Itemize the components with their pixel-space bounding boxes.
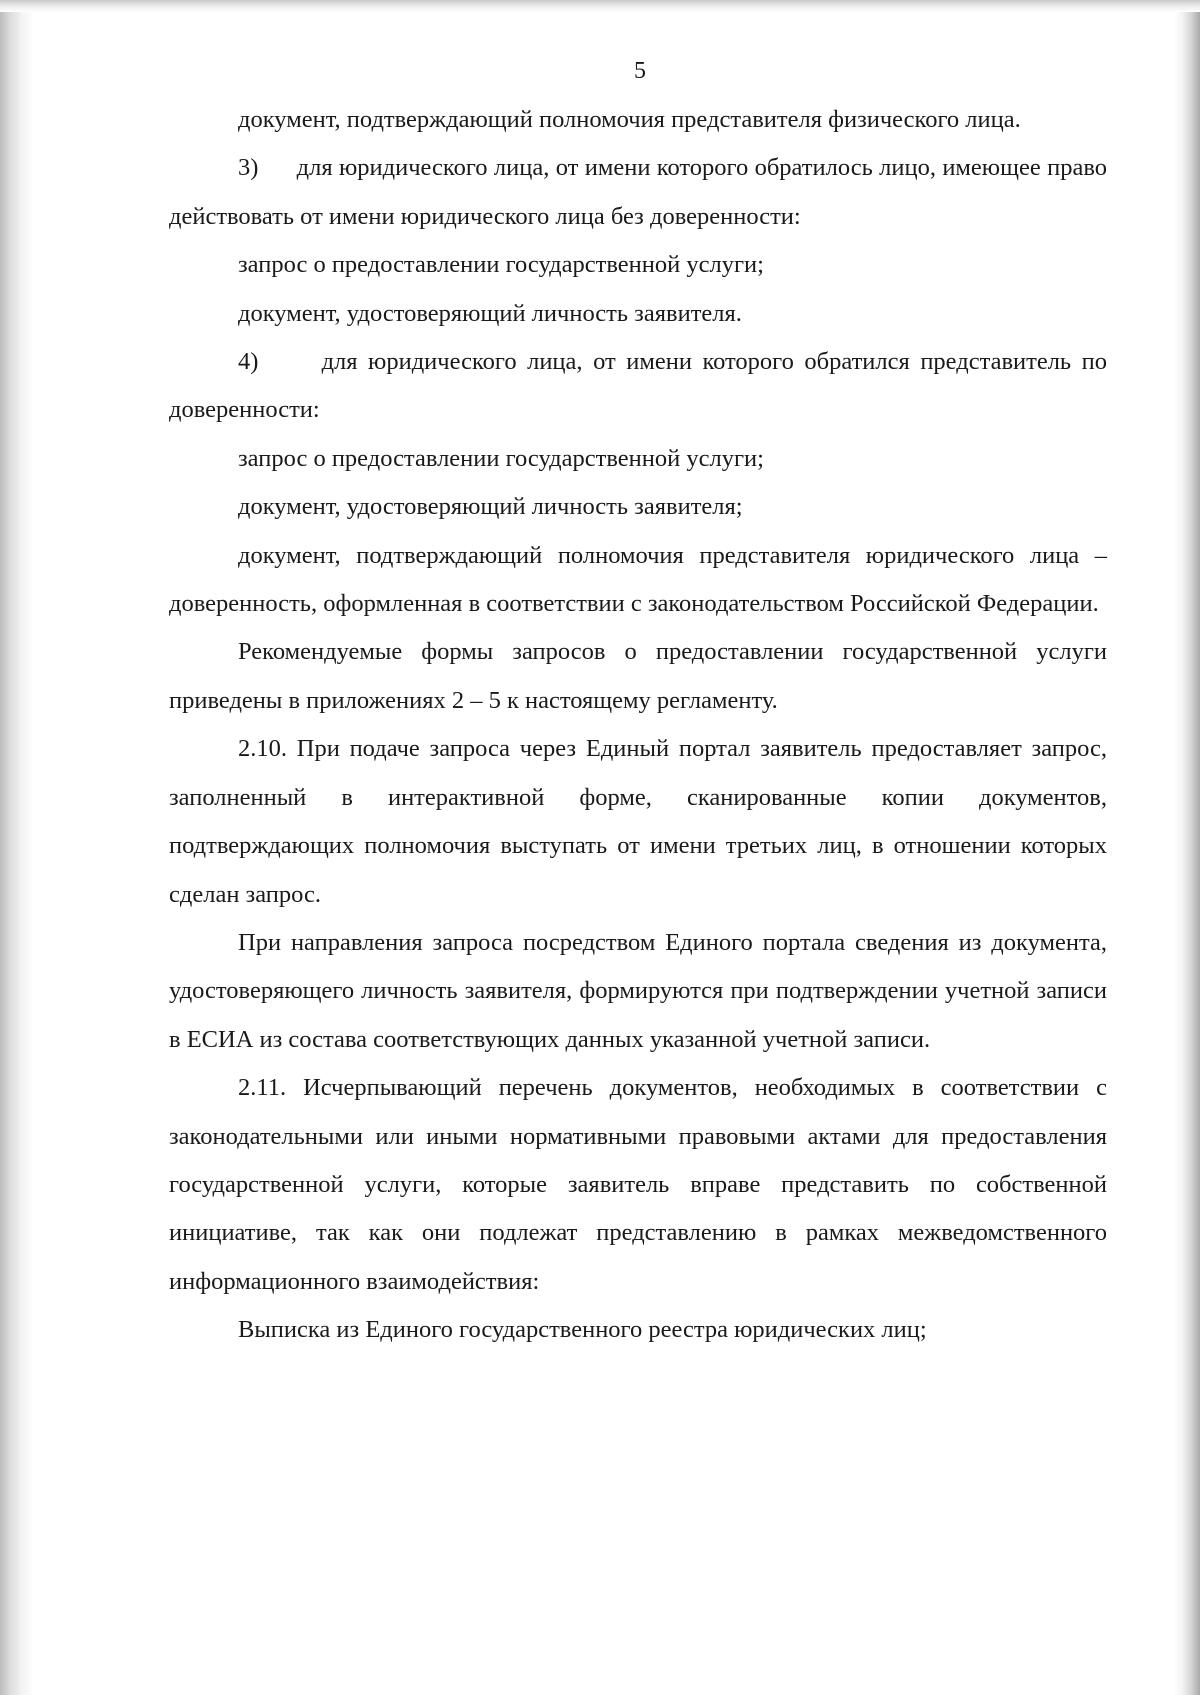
paragraph-4: документ, удостоверяющий личность заявителя.	[238, 299, 742, 327]
paragraph-8: документ, подтверждающий полномочия представителя юридического лица – доверенность, оформленная в соответствии с законодательством Российской Федерации.	[169, 541, 1107, 618]
paragraph-2-11: 2.11. Исчерпывающий перечень документов, необходимых в соответствии с законодательными или иными нормативными правовыми актами для предоставления государственной услуги, которые заявитель вправе представить по собственной инициативе, так как они подлежат представлению в рамках межведомственного информационного взаимодействия:	[169, 1074, 1107, 1295]
scan-edge-left	[0, 0, 34, 1695]
paragraph-7: документ, удостоверяющий личность заявителя;	[238, 493, 743, 521]
paragraph-11: При направления запроса посредством Единого портала сведения из документа, удостоверяющего личность заявителя, формируются при подтверждении учетной записи в ЕСИА из состава соответствующих данных указанной учетной записи.	[169, 928, 1107, 1053]
paragraph-6: запрос о предоставлении государственной услуги;	[238, 444, 764, 472]
paragraph-2-10: 2.10. При подаче запроса через Единый портал заявитель предоставляет запрос, заполненный в интерактивной форме, сканированные копии документов, подтверждающих полномочия выступать от имени третьих лиц, в отношении которых сделан запрос.	[169, 735, 1107, 908]
paragraph-3: запрос о предоставлении государственной услуги;	[238, 251, 764, 279]
paragraph-9: Рекомендуемые формы запросов о предоставлении государственной услуги приведены в приложениях 2 – 5 к настоящему регламенту.	[169, 638, 1107, 714]
paragraph-item-3: 3) для юридического лица, от имени которого обратилось лицо, имеющее право действовать от имени юридического лица без доверенности:	[169, 154, 1107, 230]
paragraph-item-4: 4) для юридического лица, от имени которого обратился представитель по доверенности:	[169, 348, 1107, 424]
paragraph-13: Выписка из Единого государственного реестра юридических лиц;	[238, 1316, 927, 1344]
page-number: 5	[634, 58, 646, 84]
scan-edge-top	[0, 0, 1200, 12]
paragraph-1: документ, подтверждающий полномочия представителя физического лица.	[238, 106, 1021, 133]
document-body	[169, 96, 1107, 1355]
scan-edge-right	[1174, 0, 1200, 1695]
